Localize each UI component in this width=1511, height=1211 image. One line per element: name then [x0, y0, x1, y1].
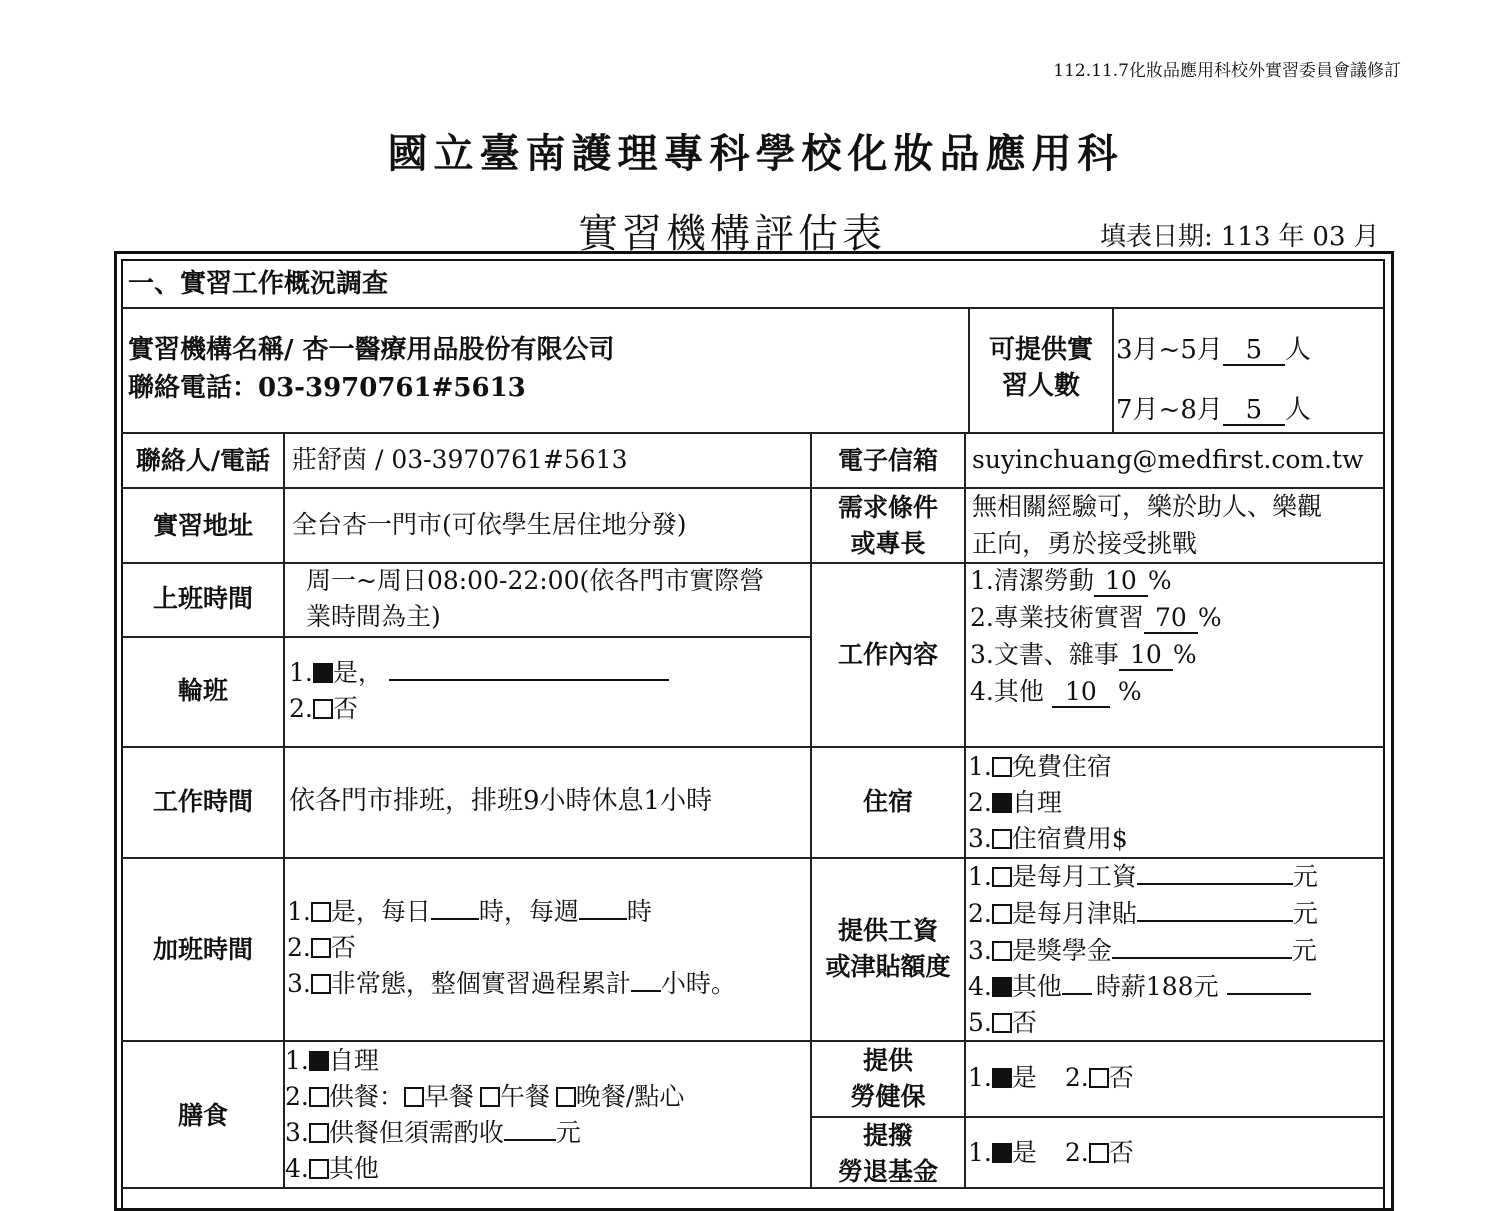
insurance-label [812, 1042, 964, 1114]
meals-option-provided [285, 1079, 684, 1115]
lodging-num: 2. [968, 788, 992, 817]
salary-option [968, 896, 1318, 932]
work-content-text: 4.其他 [970, 677, 1044, 706]
lodging-checkbox[interactable] [992, 793, 1012, 813]
salary-label-line2: 或津貼額度 [825, 952, 951, 981]
capacity-row1 [1116, 332, 1311, 368]
pension-label-line1: 提撥 [862, 1121, 913, 1150]
salary-other-blank [1062, 993, 1092, 995]
capacity-row2-unit: 人 [1284, 395, 1311, 425]
lodging-checkbox[interactable] [992, 829, 1012, 849]
meals-other-text: 其他 [328, 1154, 379, 1183]
pension-no-num: 2. [1064, 1138, 1089, 1167]
meals-self-checkbox[interactable] [309, 1051, 329, 1071]
meals-charge-num: 3. [285, 1118, 309, 1147]
capacity-row2-count: 5 [1223, 396, 1285, 426]
school-title: 國立臺南護理專科學校化妝品應用科 [387, 130, 1124, 177]
work-content-unit: % [1172, 640, 1197, 669]
shift-no-text: 否 [332, 694, 358, 723]
salary-checkbox[interactable] [992, 941, 1012, 961]
work-content-unit: % [1197, 603, 1222, 632]
grid-line [121, 746, 1385, 748]
salary-other-text: 其他 [1011, 972, 1062, 1001]
contact-value: 莊舒茵 / 03-3970761#5613 [292, 445, 628, 474]
shift-no-checkbox[interactable] [313, 699, 333, 719]
contact-label: 聯絡人/電話 [135, 446, 271, 475]
capacity-row1-period: 3月~5月 [1116, 335, 1223, 365]
meals-lunch-text: 午餐 [499, 1082, 550, 1111]
salary-unit: 元 [1291, 936, 1317, 965]
capacity-row2-period: 7月~8月 [1116, 395, 1223, 425]
lodging-text: 自理 [1011, 788, 1062, 817]
meals-lunch-checkbox[interactable] [480, 1087, 500, 1107]
capacity-row1-unit: 人 [1284, 335, 1311, 365]
capacity-row2 [1116, 392, 1311, 428]
requirements-line1: 無相關經驗可，樂於助人、樂觀 [972, 492, 1323, 521]
capacity-label [970, 332, 1112, 404]
shift-yes-blank [389, 679, 669, 681]
shift-yes-checkbox[interactable] [313, 663, 333, 683]
overtime-option-irregular [287, 966, 736, 1002]
insurance-yes-checkbox[interactable] [992, 1068, 1012, 1088]
email-value: suyinchuang@medfirst.com.tw [972, 445, 1364, 474]
lodging-checkbox[interactable] [992, 757, 1012, 777]
overtime-no-text: 否 [330, 933, 356, 962]
meals-breakfast-text: 早餐 [423, 1082, 474, 1111]
section-heading: 一、實習工作概況調查 [128, 269, 389, 299]
address-value: 全台杏一門市(可依學生居住地分發) [292, 510, 687, 539]
fill-date [1100, 216, 1388, 253]
meals-dinner-checkbox[interactable] [556, 1087, 576, 1107]
meals-charge-text: 供餐但須需酌收 [328, 1118, 504, 1147]
grid-line [121, 1040, 1385, 1042]
grid-line [964, 432, 966, 1187]
work-content-unit: % [1147, 566, 1172, 595]
overtime-yes-checkbox[interactable] [311, 902, 331, 922]
salary-text: 是每月工資 [1011, 862, 1137, 891]
fill-date-month-unit: 月 [1353, 222, 1380, 252]
requirements-line2: 正向，勇於接受挑戰 [972, 529, 1198, 558]
salary-unit: 元 [1292, 899, 1318, 928]
meals-option-self [285, 1043, 379, 1079]
insurance-label-line1: 提供 [862, 1046, 913, 1075]
lodging-num: 1. [968, 752, 992, 781]
overtime-label: 加班時間 [152, 935, 253, 964]
insurance-no-num: 2. [1064, 1063, 1089, 1092]
salary-other-checkbox[interactable] [992, 977, 1012, 997]
overtime-no-num: 2. [287, 933, 311, 962]
work-time-label: 工作時間 [152, 787, 253, 816]
work-content-item [970, 563, 1172, 599]
overtime-irregular-checkbox[interactable] [311, 974, 331, 994]
meals-other-num: 4. [285, 1154, 309, 1183]
requirements-label-line2: 或專長 [850, 529, 926, 558]
lodging-option [968, 785, 1062, 821]
meals-charge-blank [504, 1139, 556, 1141]
salary-blank [1137, 883, 1293, 885]
salary-checkbox[interactable] [992, 904, 1012, 924]
org-phone: 聯絡電話：03-3970761#5613 [128, 373, 526, 403]
salary-num: 2. [968, 899, 992, 928]
work-hours-label: 上班時間 [152, 584, 253, 613]
work-content-label: 工作內容 [837, 640, 938, 669]
insurance-label-line2: 勞健保 [850, 1082, 926, 1111]
work-content-item [970, 637, 1197, 673]
salary-other-value: 時薪188元 [1095, 972, 1219, 1001]
insurance-no-text: 否 [1108, 1063, 1134, 1092]
pension-yes-text: 是 [1011, 1138, 1037, 1167]
work-content-item [970, 674, 1142, 710]
grid-line [121, 432, 1385, 434]
fill-date-year-unit: 年 [1278, 222, 1305, 252]
insurance-options [968, 1060, 1134, 1096]
fill-date-year: 113 [1220, 222, 1271, 252]
insurance-no-checkbox[interactable] [1089, 1068, 1109, 1088]
meals-option-other [285, 1151, 379, 1187]
capacity-label-line1: 可提供實 [988, 335, 1093, 365]
requirements-label [812, 489, 964, 561]
salary-no-checkbox[interactable] [992, 1013, 1012, 1033]
work-content-text: 1.清潔勞動 [970, 566, 1094, 595]
capacity-label-line2: 習人數 [1001, 371, 1080, 401]
meals-option-charge [285, 1115, 581, 1151]
lodging-num: 3. [968, 824, 992, 853]
overtime-hours-blank [631, 990, 661, 992]
overtime-option-no [287, 930, 356, 966]
shift-option-no [289, 691, 358, 727]
pension-no-text: 否 [1108, 1138, 1134, 1167]
overtime-weekly-blank [579, 918, 627, 920]
meals-breakfast-checkbox[interactable] [404, 1087, 424, 1107]
fill-date-month: 03 [1312, 222, 1346, 252]
overtime-daily-blank [431, 918, 479, 920]
meals-label: 膳食 [177, 1101, 228, 1130]
grid-line [121, 636, 811, 638]
insurance-yes-num: 1. [968, 1063, 992, 1092]
form-title: 實習機構評估表 [578, 211, 886, 257]
meals-other-checkbox[interactable] [309, 1159, 329, 1179]
shift-option-yes [289, 655, 669, 691]
revision-note: 112.11.7化妝品應用科校外實習委員會議修訂 [1053, 61, 1401, 81]
address-label: 實習地址 [152, 511, 253, 540]
work-hours-line1: 周一~周日08:00-22:00(依各門市實際營 [306, 566, 765, 595]
salary-blank [1112, 957, 1292, 959]
shift-no-num: 2. [289, 694, 313, 723]
salary-text: 是獎學金 [1011, 936, 1112, 965]
salary-other-tail [1227, 993, 1311, 995]
grid-line [121, 1187, 1385, 1189]
meals-self-text: 自理 [328, 1046, 379, 1075]
capacity-row1-count: 5 [1223, 336, 1285, 366]
grid-line [121, 307, 1385, 309]
meals-provided-text: 供餐： [328, 1082, 404, 1111]
work-content-pct: 70 [1144, 604, 1198, 634]
shift-label: 輪班 [177, 676, 228, 705]
overtime-yes-text-c: 時 [626, 897, 652, 926]
overtime-yes-text: 是，每日 [330, 897, 431, 926]
lodging-option [968, 821, 1128, 857]
salary-no-text: 否 [1011, 1008, 1037, 1037]
salary-option-no [968, 1005, 1037, 1041]
salary-no-num: 5. [968, 1008, 992, 1037]
work-content-item [970, 600, 1222, 636]
overtime-no-checkbox[interactable] [311, 938, 331, 958]
shift-yes-num: 1. [289, 658, 313, 687]
pension-yes-checkbox[interactable] [992, 1143, 1012, 1163]
meals-charge-checkbox[interactable] [309, 1123, 329, 1143]
lodging-option [968, 749, 1112, 785]
salary-unit: 元 [1292, 862, 1318, 891]
overtime-option-yes [287, 894, 652, 930]
work-content-pct: 10 [1052, 678, 1110, 708]
salary-option [968, 859, 1318, 895]
salary-option [968, 933, 1317, 969]
meals-provided-num: 2. [285, 1082, 309, 1111]
lodging-text: 免費住宿 [1011, 752, 1112, 781]
salary-num: 3. [968, 936, 992, 965]
salary-blank [1137, 920, 1293, 922]
lodging-text: 住宿費用$ [1011, 824, 1128, 853]
pension-label [812, 1117, 964, 1189]
fill-date-label: 填表日期: [1100, 222, 1213, 252]
shift-yes-text: 是， [332, 658, 383, 687]
overtime-irregular-text: 非常態，整個實習過程累計 [330, 969, 631, 998]
work-content-text: 2.專業技術實習 [970, 603, 1144, 632]
salary-option-other [968, 969, 1311, 1005]
pension-label-line2: 勞退基金 [837, 1157, 938, 1186]
meals-charge-unit: 元 [555, 1118, 581, 1147]
meals-provided-checkbox[interactable] [309, 1087, 329, 1107]
salary-label-line1: 提供工資 [837, 916, 938, 945]
overtime-yes-num: 1. [287, 897, 311, 926]
org-name: 實習機構名稱/ 杏一醫療用品股份有限公司 [128, 335, 615, 365]
overtime-yes-text-b: 時，每週 [478, 897, 579, 926]
work-content-pct: 10 [1094, 567, 1148, 597]
work-time-value: 依各門市排班，排班9小時休息1小時 [289, 786, 713, 816]
overtime-irregular-text-b: 小時。 [660, 969, 736, 998]
salary-other-num: 4. [968, 972, 992, 1001]
work-content-pct: 10 [1119, 641, 1173, 671]
pension-yes-num: 1. [968, 1138, 992, 1167]
pension-options [968, 1135, 1134, 1171]
pension-no-checkbox[interactable] [1089, 1143, 1109, 1163]
overtime-irregular-num: 3. [287, 969, 311, 998]
lodging-label: 住宿 [862, 787, 913, 816]
salary-text: 是每月津貼 [1011, 899, 1137, 928]
salary-num: 1. [968, 862, 992, 891]
requirements-label-line1: 需求條件 [837, 493, 938, 522]
salary-label [812, 912, 964, 984]
work-hours-line2: 業時間為主) [306, 602, 441, 631]
grid-line [1112, 307, 1114, 432]
meals-self-num: 1. [285, 1046, 309, 1075]
salary-checkbox[interactable] [992, 867, 1012, 887]
insurance-yes-text: 是 [1011, 1063, 1037, 1092]
work-content-unit: % [1117, 677, 1142, 706]
work-content-text: 3.文書、雜事 [970, 640, 1119, 669]
email-label: 電子信箱 [837, 446, 938, 475]
meals-dinner-text: 晚餐/點心 [575, 1082, 685, 1111]
